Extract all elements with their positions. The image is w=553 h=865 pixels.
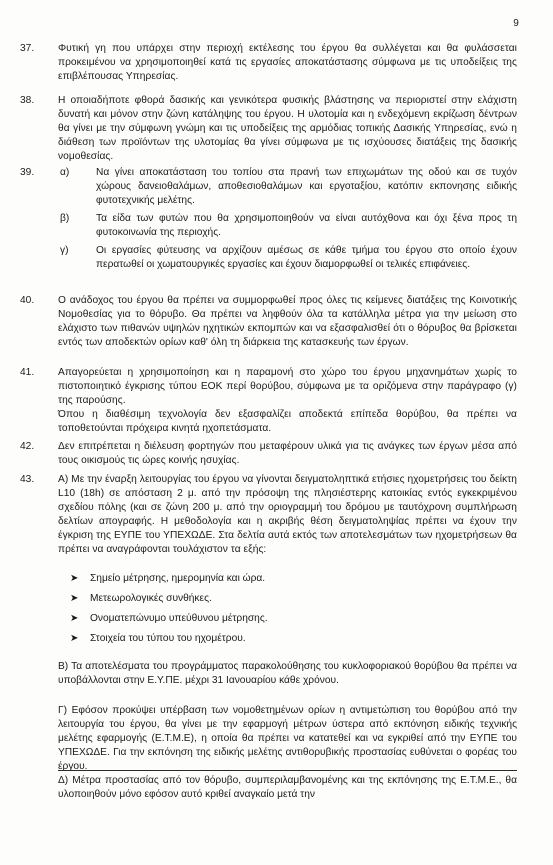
list-item: ➤ Ονοματεπώνυμο υπεύθυνου μέτρησης. — [70, 613, 268, 624]
item-text-40: Ο ανάδοχος του έργου θα πρέπει να συμμορφωθεί προς όλες τις κείμενες διατάξεις της Κοινοτικής Νομοθεσίας για το θόρυβο. Θα πρέπει να ληφθούν όλα τα κατάλληλα μέτρα για την μείωση στο ελάχιστο των πιθανών υψηλών ηχητικών εκπομπών και να εξασφαλισθεί ότι ο θόρυβος θα βρίσκεται εντός των αποδεκτών ορίων καθ' όλη τη διάρκεια της κατασκευής των έργων. — [58, 295, 517, 348]
item-number-41: 41. — [20, 367, 35, 378]
item-text-38: Η οποιαδήποτε φθορά δασικής και γενικότερα φυσικής βλάστησης να περιοριστεί στην ελάχιστη δυνατή και μόνον στην ζώνη κατάληψης του έργου. Η υλοτομία και η ενδεχόμενη εκρίζωση δέντρων θα γίνει με την σύμφωνη γνώμη και τις υποδείξεις της αρμόδιας τοπικής Δασικής Υπηρεσίας, ενώ η διάθεση των προϊόντων της υλοτομίας θα γίνει σύμφωνα με τις ισχύουσες διατάξεις της δασικής νομοθεσίας. — [58, 95, 517, 162]
arrow-bullet-icon: ➤ — [70, 593, 79, 604]
item-number-37: 37. — [20, 43, 35, 54]
item-39-sub-b-letter: β) — [60, 213, 70, 224]
item-39-sub-c-letter: γ) — [60, 245, 69, 256]
page-number: 9 — [513, 18, 519, 29]
divider — [58, 770, 517, 771]
item-text-43-c: Γ) Εφόσον προκύψει υπέρβαση των νομοθετημένων ορίων η αντιμετώπιση του θορύβου από την λειτουργία του έργου, θα γίνει με την εφαρμογή μέτρων ύστερα από εκπόνηση ειδικής τεχνικής μελέτης εφαρμογής (Ε.Τ.Μ.Ε), η οποία θα πρέπει να κατατεθεί και να εγκριθεί από την ΕΥΠΕ του ΥΠΕΧΩΔΕ. Για την εκπόνηση της ειδικής μελέτης αντιθορυβικής προστασίας ευθύνεται ο φορέας του έργου. — [58, 705, 517, 772]
arrow-bullet-icon: ➤ — [70, 573, 79, 584]
item-number-39: 39. — [20, 167, 35, 178]
list-item: ➤ Στοιχεία του τύπου του ηχομέτρου. — [70, 633, 246, 644]
item-number-38: 38. — [20, 95, 35, 106]
item-number-40: 40. — [20, 295, 35, 306]
item-39-sub-c-text: Οι εργασίες φύτευσης να αρχίζουν αμέσως σε κάθε τμήμα του έργου στο οποίο έχουν περατωθεί οι χωματουργικές εργασίες και έχουν διαμορφωθεί οι τελικές επιφάνειες. — [96, 245, 517, 270]
item-text-41-note: Όπου η διαθέσιμη τεχνολογία δεν εξασφαλίζει αποδεκτά επίπεδα θορύβου, θα πρέπει να τοποθετούνται πρόχειρα κινητά ηχοπετάσματα. — [58, 409, 517, 434]
item-39-sub-b-text: Τα είδα των φυτών που θα χρησιμοποιηθούν να είναι αυτόχθονα και όχι ξένα προς τη φυτοκοινωνία της περιοχής. — [96, 213, 517, 238]
list-item: ➤ Μετεωρολογικές συνθήκες. — [70, 593, 212, 604]
item-39-sub-a-letter: α) — [60, 167, 70, 178]
arrow-bullet-icon: ➤ — [70, 613, 79, 624]
item-text-43-d: Δ) Μέτρα προστασίας από τον θόρυβο, συμπεριλαμβανομένης και της εκπόνησης της Ε.Τ.Μ.Ε., θα υλοποιηθούν μόνο εφόσον αυτό κριθεί αναγκαίο μετά την — [58, 775, 517, 800]
item-text-41: Απαγορεύεται η χρησιμοποίηση και η παραμονή στο χώρο του έργου μηχανημάτων χωρίς το πιστοποιητικό έγκρισης τύπου ΕΟΚ περί θορύβου, σύμφωνα με τα οριζόμενα στην παράγραφο (γ) της παρούσης. — [58, 367, 517, 406]
item-39-sub-a-text: Να γίνει αποκατάσταση του τοπίου στα πρανή των επιχωμάτων της οδού και σε τυχόν χώρους δανειοθαλάμων, αποθεσιοθαλάμων και εργοταξίου, κατόπιν εκπονησης ειδικής φυτοτεχνικής μελέτης. — [96, 167, 517, 206]
item-text-43-a: Α) Με την έναρξη λειτουργίας του έργου να γίνονται δειγματοληπτικά ετήσιες ηχομετρήσεις του δείκτη L10 (18h) σε απόσταση 2 μ. από την πρόσοψη της πλησιέστερης κατοικίας εντός εγκεκριμένου σχεδίου πόλης (και σε ζώνη 200 μ. από την οριογραμμή του δρόμου με ταυτόχρονη συμπλήρωση δελτίων απογραφής. Η μεθοδολογία και η ακριβής θέση δειγματοληψίας πρέπει να έχουν την έγκριση της ΕΥΠΕ του ΥΠΕΧΩΔΕ. Στα δελτία αυτά εκτός των αποτελεσμάτων των ηχομετρήσεων θα πρέπει να αναγράφονται τουλάχιστον τα εξής: — [58, 474, 517, 555]
item-text-37: Φυτική γη που υπάρχει στην περιοχή εκτέλεσης του έργου θα συλλέγεται και θα φυλάσσεται προκειμένου να χρησιμοποιηθεί κατά τις εργασίες αποκατάστασης σύμφωνα με τις υποδείξεις της επιβλέπουσας Υπηρεσίας. — [58, 43, 517, 82]
item-text-42: Δεν επιτρέπεται η διέλευση φορτηγών που μεταφέρουν υλικά για τις ανάγκες των έργων μέσα από τους οικισμούς τις ώρες κοινής ησυχίας. — [58, 441, 517, 466]
item-number-43: 43. — [20, 474, 35, 485]
arrow-bullet-icon: ➤ — [70, 633, 79, 644]
item-text-43-b: Β) Τα αποτελέσματα του προγράμματος παρακολούθησης του κυκλοφοριακού θορύβου θα πρέπει να υποβάλλονται στην Ε.Υ.ΠΕ. μέχρι 31 Ιανουαρίου κάθε χρόνου. — [58, 661, 517, 686]
list-item: ➤ Σημείο μέτρησης, ημερομηνία και ώρα. — [70, 573, 266, 584]
item-number-42: 42. — [20, 441, 35, 452]
